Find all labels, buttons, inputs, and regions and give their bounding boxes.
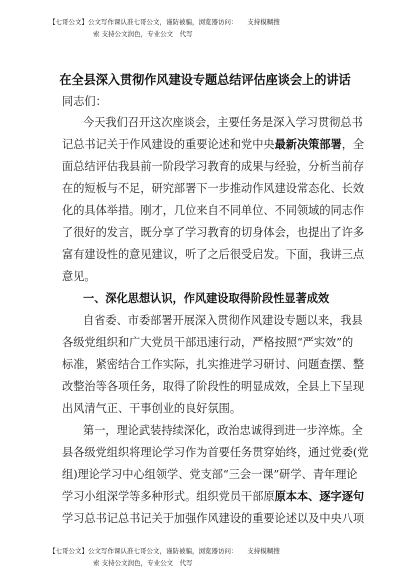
text-line: 学习总书记总书记关于加强作风建设的重要论述以及中央八项 [62,512,365,525]
salutation: 同志们： [62,95,107,108]
text-line: 标准，紧密结合工作实际，扎实推进学习研讨、问题查摆、整 [62,358,365,371]
watermark-footer-line: 【七哥公文】公文写作课认准七哥公文，谨防被骗，浏览器访问： 支持模糊搜 [49,547,280,555]
text-line: 各级党组织和广大党员干部迅速行动，严格按照“严实效”的 [62,336,354,349]
text-line: 改整治等各项任务，取得了阶段性的明显成效，全县上下呈现 [62,380,365,393]
text-run: ，全 [341,138,365,151]
text-line: 意见。 [62,270,96,283]
watermark-header [49,16,379,40]
text-line: 自省委、市委部署开展深入贯彻作风建设专题以来，我县 [83,314,363,327]
text-line: 组)理论学习中心组领学、党支部“三会一课”研学、青年理论 [62,468,358,481]
watermark-header-line: 索 支持公文润色，专业公文 代写 [93,30,193,38]
text-line: 出风清气正、干事创业的良好氛围。 [62,402,242,415]
document-title: 在全县深入贯彻作风建设专题总结评估座谈会上的讲话 [59,72,351,87]
text-line: 化的具体举措。刚才，几位来自不同单位、不同领域的同志作 [62,204,365,217]
watermark-header-line: 【七哥公文】公文写作课认准七哥公文，谨防被骗，浏览器访问： 支持模糊搜 [49,18,280,26]
emphasis-text: 最新决策部署 [274,138,342,151]
section-heading: 一、深化思想认识，作风建设取得阶段性显著成效 [83,292,330,305]
text-line: 富有建设性的意见建议，听了之后很受启发。下面，我讲三点 [62,248,365,261]
text-line: 了很好的发言，既分享了学习教育的切身体会，也提出了许多 [62,226,365,239]
text-line: 县各级党组织将理论学习作为首要任务贯穿始终，通过党委(党 [62,446,369,459]
text-run: 记总书记关于作风建设的重要论述和党中央 [62,138,275,151]
text-line [62,486,364,508]
watermark-footer-line: 索 支持公文润色，专业公文 代写 [93,559,193,567]
watermark-footer [49,545,379,569]
text-line: 面总结评估我县前一阶段学习教育的成果与经验，分析当前存 [62,160,365,173]
text-line: 在的短板与不足，研究部署下一步推动作风建设常态化、长效 [62,182,365,195]
text-line: 今天我们召开这次座谈会，主要任务是深入学习贯彻总书 [83,116,363,129]
text-line [62,134,364,156]
text-line: 第一，理论武装持续深化，政治忠诚得到进一步淬炼。全 [83,424,363,437]
text-run: 学习小组深学等多种形式。组织党员干部原 [62,490,275,503]
emphasis-text: 原本本、逐字逐句 [274,490,365,503]
